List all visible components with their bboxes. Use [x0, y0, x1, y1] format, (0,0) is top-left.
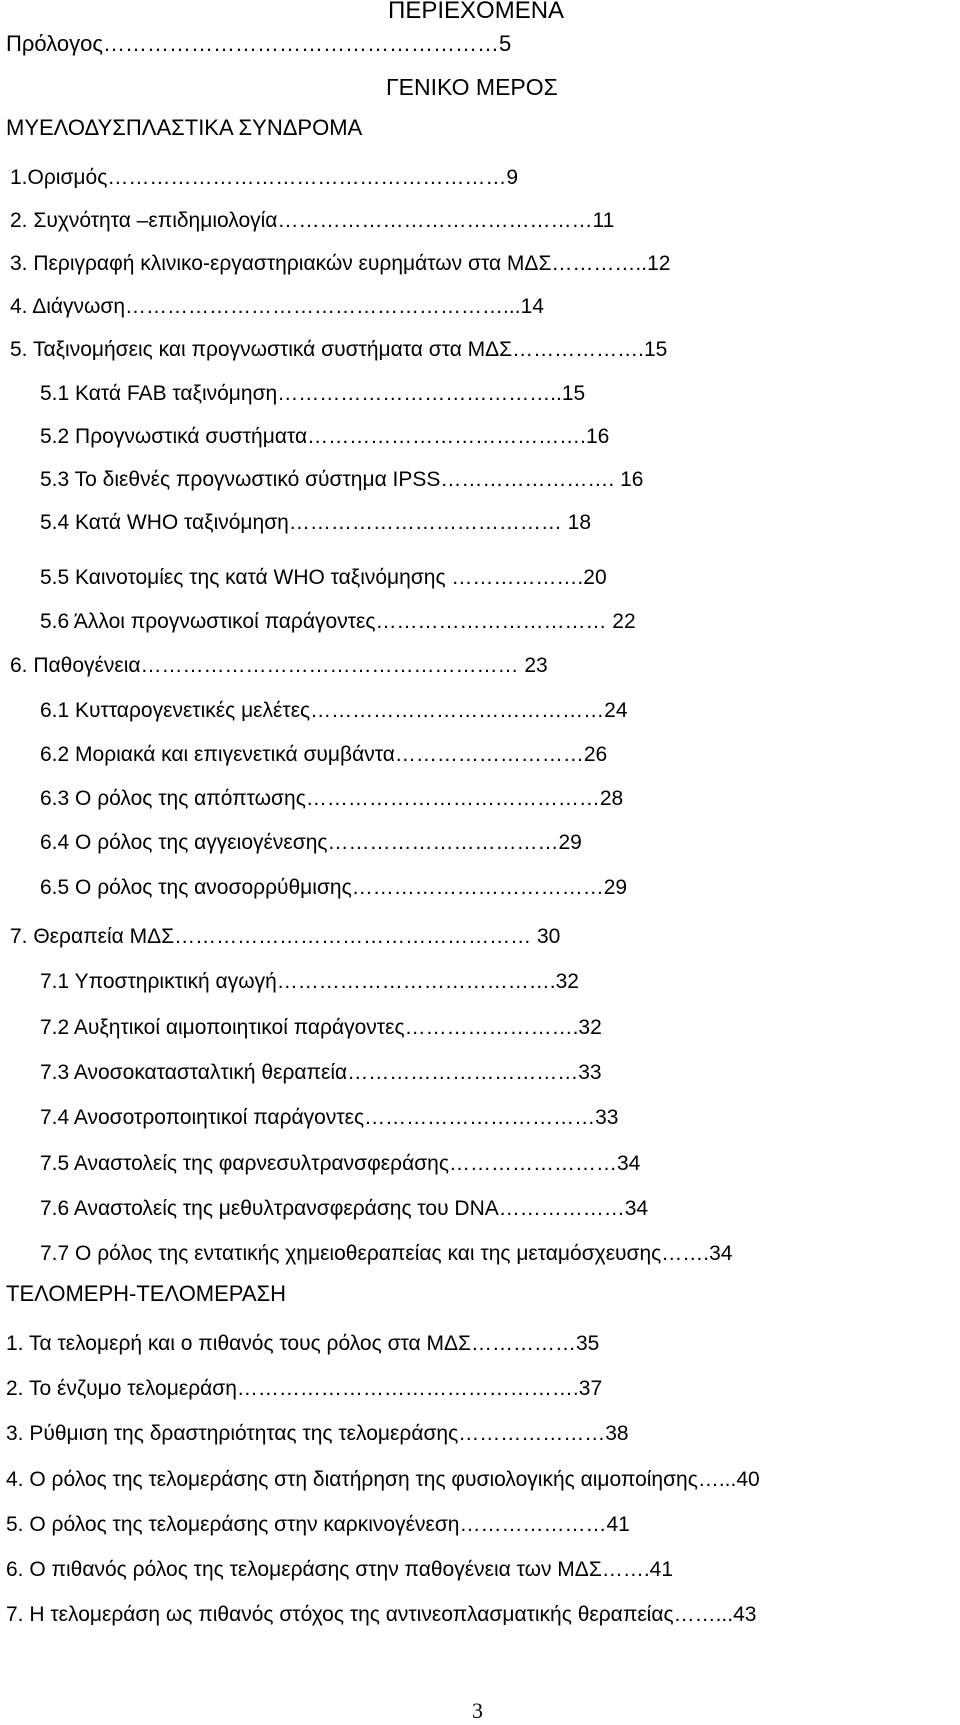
toc-entry: 5. Ο ρόλος της τελομεράσης στην καρκινογένεση…………………41: [6, 1513, 630, 1536]
toc-entry: 7. Θεραπεία ΜΔΣ…………………………………………… 30: [10, 925, 561, 948]
toc-entry: 5.6 Άλλοι προγνωστικοί παράγοντες…………………………… 22: [40, 610, 636, 633]
page-number: 3: [472, 1698, 483, 1723]
section-heading-mds: ΜΥΕΛΟΔΥΣΠΛΑΣΤΙΚΑ ΣΥΝΔΡΟΜΑ: [6, 115, 363, 140]
toc-entry: 4. Ο ρόλος της τελομεράσης στη διατήρηση της φυσιολογικής αιμοποίησης…...40: [6, 1468, 760, 1491]
toc-entry: 7.6 Αναστολείς της μεθυλτρανσφεράσης του DNA………………34: [40, 1197, 649, 1220]
toc-entry: 7. Η τελομεράση ως πιθανός στόχος της αντινεοπλασματικής θεραπείας……...43: [6, 1603, 757, 1626]
toc-entry: 7.4 Ανοσοτροποιητικοί παράγοντες……………………………33: [40, 1106, 619, 1129]
toc-entry: 5.1 Κατά FAB ταξινόμηση…………………………………..15: [40, 382, 586, 405]
toc-entry: 5.2 Προγνωστικά συστήματα………………………………….16: [40, 425, 610, 448]
toc-entry: 3. Περιγραφή κλινικο-εργαστηριακών ευρημάτων στα ΜΔΣ…………..12: [10, 252, 671, 275]
toc-entry: 6. Ο πιθανός ρόλος της τελομεράσης στην παθογένεια των ΜΔΣ…….41: [6, 1558, 674, 1581]
toc-entry: 4. Διάγνωση………………………………………………...14: [10, 295, 544, 318]
toc-entry: 6. Παθογένεια……………………………………………… 23: [10, 654, 548, 677]
toc-entry: 1.Ορισμός…………………………………………………9: [10, 166, 518, 189]
toc-entry: 6.2 Μοριακά και επιγενετικά συμβάντα………………………26: [40, 743, 608, 766]
toc-entry: 5.5 Καινοτομίες της κατά WHO ταξινόμησης ……………….20: [40, 566, 607, 589]
toc-entry: 5.4 Κατά WHO ταξινόμηση………………………………… 18: [40, 511, 592, 534]
toc-entry: 2. Το ένζυμο τελομεράση………………………………………….37: [6, 1377, 603, 1400]
toc-entry: 5. Ταξινομήσεις και προγνωστικά συστήματα στα ΜΔΣ……………….15: [10, 338, 668, 361]
toc-title: ΠΕΡΙΕΧΟΜΕΝΑ: [388, 0, 565, 24]
toc-entry: 3. Ρύθμιση της δραστηριότητας της τελομεράσης…………………38: [6, 1422, 629, 1445]
section-heading-telomere: ΤΕΛΟΜΕΡΗ-ΤΕΛΟΜΕΡΑΣΗ: [6, 1281, 287, 1306]
toc-entry: 7.5 Αναστολείς της φαρνεσυλτρανσφεράσης……………………34: [40, 1152, 641, 1175]
section-heading-general: ΓΕΝΙΚΟ ΜΕΡΟΣ: [386, 74, 558, 100]
toc-entry: 7.3 Ανοσοκατασταλτική θεραπεία……………………………33: [40, 1061, 602, 1084]
toc-entry-preface: Πρόλογος………………………………………………5: [6, 31, 512, 56]
toc-entry: 6.4 Ο ρόλος της αγγειογένεσης……………………………29: [40, 831, 582, 854]
toc-entry: 6.5 Ο ρόλος της ανοσορρύθμισης………………………………29: [40, 876, 628, 899]
toc-entry: 6.1 Κυτταρογενετικές μελέτες……………………………………24: [40, 699, 628, 722]
toc-entry: 7.7 Ο ρόλος της εντατικής χημειοθεραπείας και της μεταμόσχευσης…….34: [40, 1242, 733, 1265]
toc-entry: 6.3 Ο ρόλος της απόπτωσης……………………………………28: [40, 787, 624, 810]
toc-entry: 7.1 Υποστηρικτική αγωγή………………………………….32: [40, 970, 579, 993]
toc-entry: 5.3 Το διεθνές προγνωστικό σύστημα IPSS……………………. 16: [40, 468, 644, 491]
toc-entry: 1. Τα τελομερή και ο πιθανός τους ρόλος στα ΜΔΣ……………35: [6, 1332, 600, 1355]
toc-entry: 2. Συχνότητα –επιδημιολογία………………………………………11: [10, 209, 615, 232]
toc-entry: 7.2 Αυξητικοί αιμοποιητικοί παράγοντες…………………….32: [40, 1016, 602, 1039]
